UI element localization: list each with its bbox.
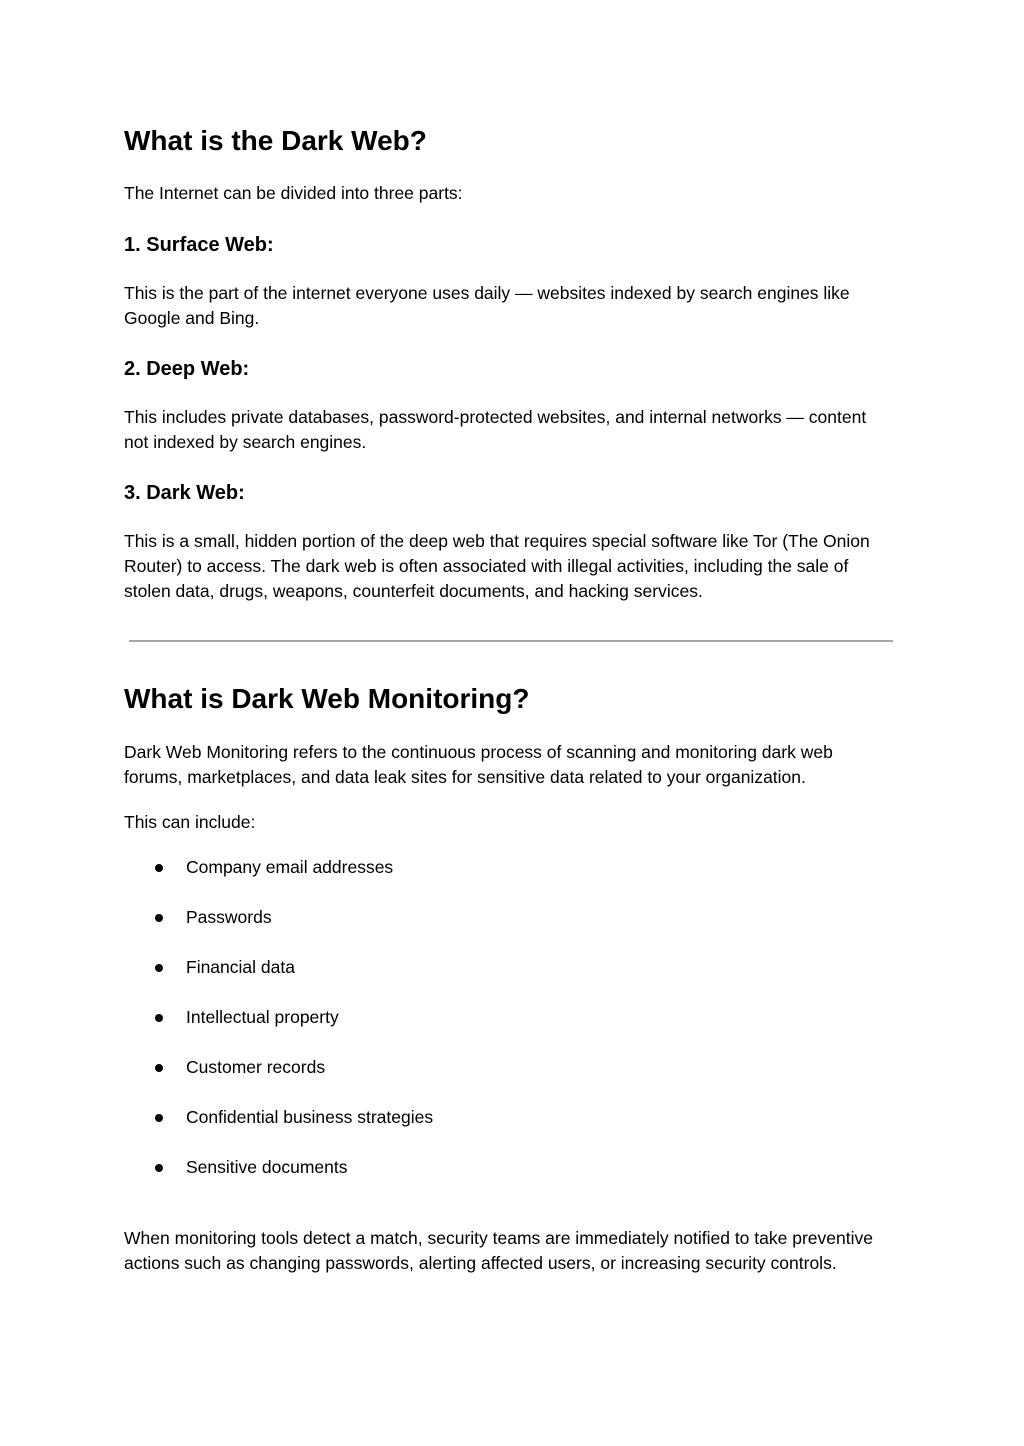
list-item-text: Intellectual property <box>186 1007 339 1027</box>
section1-title: What is the Dark Web? <box>124 125 427 156</box>
deep-web-body: This includes private databases, password-protected websites, and internal networks — content not indexed by search engines. <box>124 407 867 452</box>
dark-web-heading: 3. Dark Web: <box>124 482 245 504</box>
surface-web-body: This is the part of the internet everyone uses daily — websites indexed by search engines like Google and Bing. <box>124 283 850 328</box>
list-item-text: Company email addresses <box>186 857 394 877</box>
list-item-text: Confidential business strategies <box>186 1107 434 1127</box>
list-item-text: Passwords <box>186 907 272 927</box>
deep-web-heading: 2. Deep Web: <box>124 358 250 380</box>
list-item-text: Customer records <box>186 1057 326 1077</box>
bullet-icon <box>155 1114 163 1122</box>
closing-paragraph: When monitoring tools detect a match, security teams are immediately notified to take preventive actions such as changing passwords, alerting affected users, or increasing security controls. <box>124 1228 873 1273</box>
bullet-icon <box>155 1014 163 1022</box>
surface-web-heading: 1. Surface Web: <box>124 234 274 256</box>
list-intro: This can include: <box>124 812 256 832</box>
bullet-icon <box>155 1164 163 1172</box>
bullet-icon <box>155 1064 163 1072</box>
bullet-icon <box>155 964 163 972</box>
section2-title: What is Dark Web Monitoring? <box>124 683 530 714</box>
horizontal-divider <box>129 640 893 642</box>
bullet-icon <box>155 914 163 922</box>
bullet-icon <box>155 864 163 872</box>
list-item-text: Sensitive documents <box>186 1157 348 1177</box>
dark-web-body: This is a small, hidden portion of the deep web that requires special software like Tor (The Onion Router) to access. The dark web is often associated with illegal activities, including the sale of stolen data, drugs, weapons, counterfeit documents, and hacking services. <box>124 531 870 601</box>
list-item-text: Financial data <box>186 957 295 977</box>
section1-intro: The Internet can be divided into three parts: <box>124 183 463 203</box>
section2-intro: Dark Web Monitoring refers to the continuous process of scanning and monitoring dark web forums, marketplaces, and data leak sites for sensitive data related to your organization. <box>124 742 833 787</box>
